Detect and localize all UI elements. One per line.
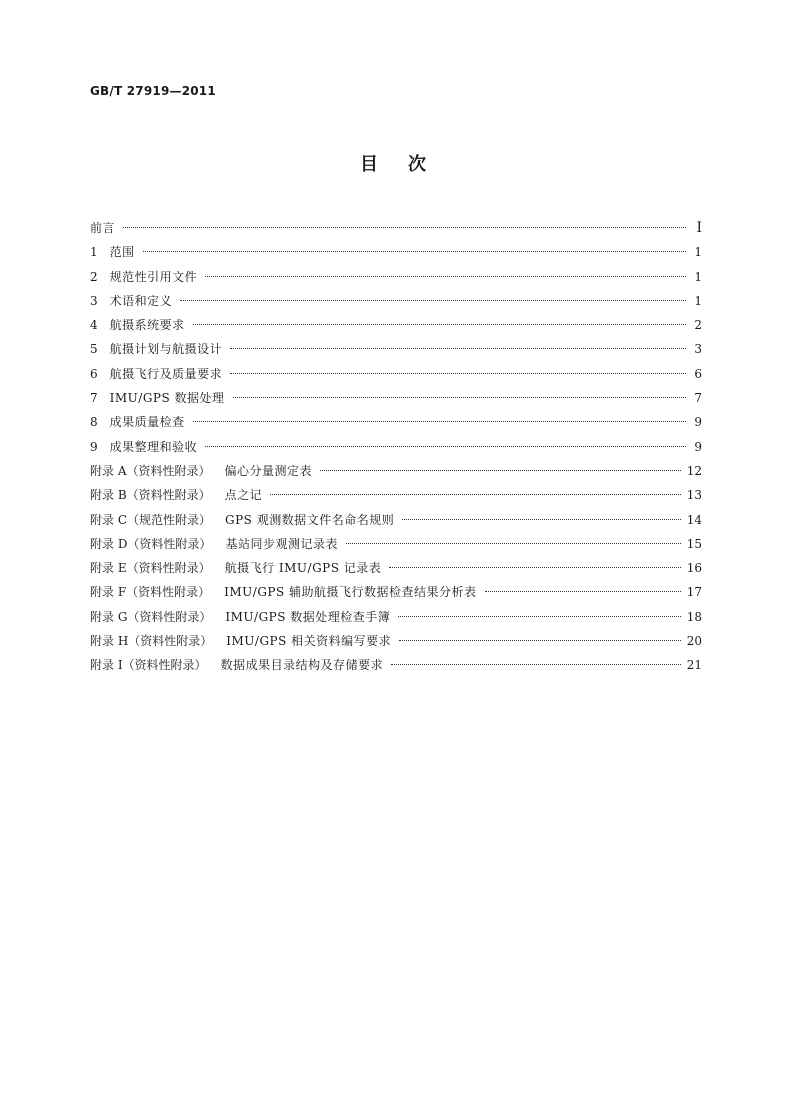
toc-entry <box>90 410 702 434</box>
dot-leader <box>485 591 681 592</box>
dot-leader <box>398 616 680 617</box>
toc-entry-annex <box>90 508 702 532</box>
toc-entry-title: 点之记 <box>224 488 263 503</box>
toc-entry-page: 3 <box>694 342 702 357</box>
dot-leader <box>143 251 686 252</box>
toc-entry <box>90 265 702 289</box>
toc-entry <box>90 362 702 386</box>
toc-entry-annex <box>90 532 702 556</box>
dot-leader <box>346 543 681 544</box>
dot-leader <box>233 397 686 398</box>
toc-annex-label: 附录 C（规范性附录） <box>90 512 211 527</box>
toc-entry-title: 基站同步观测记录表 <box>225 536 338 551</box>
toc-entry-number: 4 <box>90 318 98 333</box>
toc-entry-page: 14 <box>686 512 702 527</box>
toc-entry-page: 7 <box>694 391 702 406</box>
dot-leader <box>391 664 681 665</box>
dot-leader <box>123 227 686 228</box>
toc-entry-number: 8 <box>90 415 98 430</box>
dot-leader <box>193 421 686 422</box>
toc-entry-page: 15 <box>686 536 702 551</box>
toc-entry-title: 数据成果目录结构及存储要求 <box>220 658 384 673</box>
toc-entry-title: IMU/GPS 辅助航摄飞行数据检查结果分析表 <box>224 585 477 600</box>
toc-entry-annex <box>90 556 702 580</box>
toc-entry-annex <box>90 605 702 629</box>
toc-annex-label: 附录 A（资料性附录） <box>90 463 211 478</box>
toc-entry-annex <box>90 653 702 677</box>
toc-annex-label: 附录 H（资料性附录） <box>90 634 213 649</box>
toc-entry-title: IMU/GPS 数据处理 <box>109 391 225 406</box>
toc-entry <box>90 435 702 459</box>
toc-entry-annex <box>90 483 702 507</box>
toc-entry-title: IMU/GPS 数据处理检查手簿 <box>225 609 391 624</box>
toc-entry-page: 17 <box>686 585 702 600</box>
toc-entry-page: Ⅰ <box>696 220 702 236</box>
dot-leader <box>230 373 686 374</box>
toc-entry-page: 1 <box>694 293 702 308</box>
toc-entry-title: IMU/GPS 相关资料编写要求 <box>226 634 392 649</box>
table-of-contents <box>90 216 702 678</box>
toc-entry <box>90 386 702 410</box>
toc-entry-number: 2 <box>90 269 98 284</box>
toc-entry-title: 前言 <box>90 221 116 235</box>
dot-leader <box>180 300 686 301</box>
dot-leader <box>205 276 686 277</box>
toc-entry-title: 成果整理和验收 <box>109 439 198 454</box>
toc-entry-foreword <box>90 216 702 240</box>
toc-entry-title: 成果质量检查 <box>109 415 185 430</box>
toc-entry-title: GPS 观测数据文件名命名规则 <box>225 512 395 527</box>
toc-annex-label: 附录 F（资料性附录） <box>90 585 211 600</box>
page-title: 目 次 <box>360 154 432 175</box>
dot-leader <box>320 470 681 471</box>
toc-annex-label: 附录 D（资料性附录） <box>90 536 212 551</box>
toc-entry-annex <box>90 629 702 653</box>
toc-annex-label: 附录 B（资料性附录） <box>90 488 211 503</box>
toc-entry-title: 航摄飞行 IMU/GPS 记录表 <box>224 561 382 576</box>
toc-entry-title: 航摄系统要求 <box>109 318 185 333</box>
toc-entry-number: 7 <box>90 391 98 406</box>
toc-entry-number: 3 <box>90 293 98 308</box>
standard-code: GB/T 27919—2011 <box>90 84 216 98</box>
toc-entry-page: 9 <box>694 415 702 430</box>
dot-leader <box>205 446 686 447</box>
toc-entry-annex <box>90 580 702 604</box>
dot-leader <box>270 494 681 495</box>
toc-entry-annex <box>90 459 702 483</box>
toc-entry-page: 21 <box>686 658 702 673</box>
toc-entry-page: 9 <box>694 439 702 454</box>
toc-entry-page: 13 <box>686 488 702 503</box>
toc-entry-number: 9 <box>90 439 98 454</box>
toc-entry-title: 范围 <box>109 245 135 260</box>
dot-leader <box>402 519 681 520</box>
toc-entry-page: 12 <box>686 463 702 478</box>
toc-entry-number: 5 <box>90 342 98 357</box>
toc-annex-label: 附录 G（资料性附录） <box>90 609 212 624</box>
toc-entry-page: 16 <box>686 561 702 576</box>
toc-entry-title: 航摄计划与航摄设计 <box>109 342 223 357</box>
toc-entry-page: 20 <box>686 634 702 649</box>
toc-entry <box>90 289 702 313</box>
toc-entry-number: 6 <box>90 366 98 381</box>
toc-entry-number: 1 <box>90 245 98 260</box>
dot-leader <box>389 567 680 568</box>
toc-entry-page: 6 <box>694 366 702 381</box>
dot-leader <box>399 640 681 641</box>
toc-entry-title: 偏心分量测定表 <box>224 463 312 478</box>
dot-leader <box>193 324 686 325</box>
toc-entry <box>90 240 702 264</box>
toc-entry-page: 1 <box>694 269 702 284</box>
dot-leader <box>230 348 686 349</box>
toc-annex-label: 附录 E（资料性附录） <box>90 561 211 576</box>
toc-entry-page: 1 <box>694 245 702 260</box>
toc-entry-title: 航摄飞行及质量要求 <box>109 366 223 381</box>
toc-entry-title: 术语和定义 <box>109 293 173 308</box>
toc-entry-page: 2 <box>694 318 702 333</box>
toc-entry <box>90 337 702 361</box>
toc-entry-title: 规范性引用文件 <box>109 269 198 284</box>
toc-annex-label: 附录 I（资料性附录） <box>90 658 207 673</box>
toc-entry <box>90 313 702 337</box>
toc-entry-page: 18 <box>686 609 702 624</box>
